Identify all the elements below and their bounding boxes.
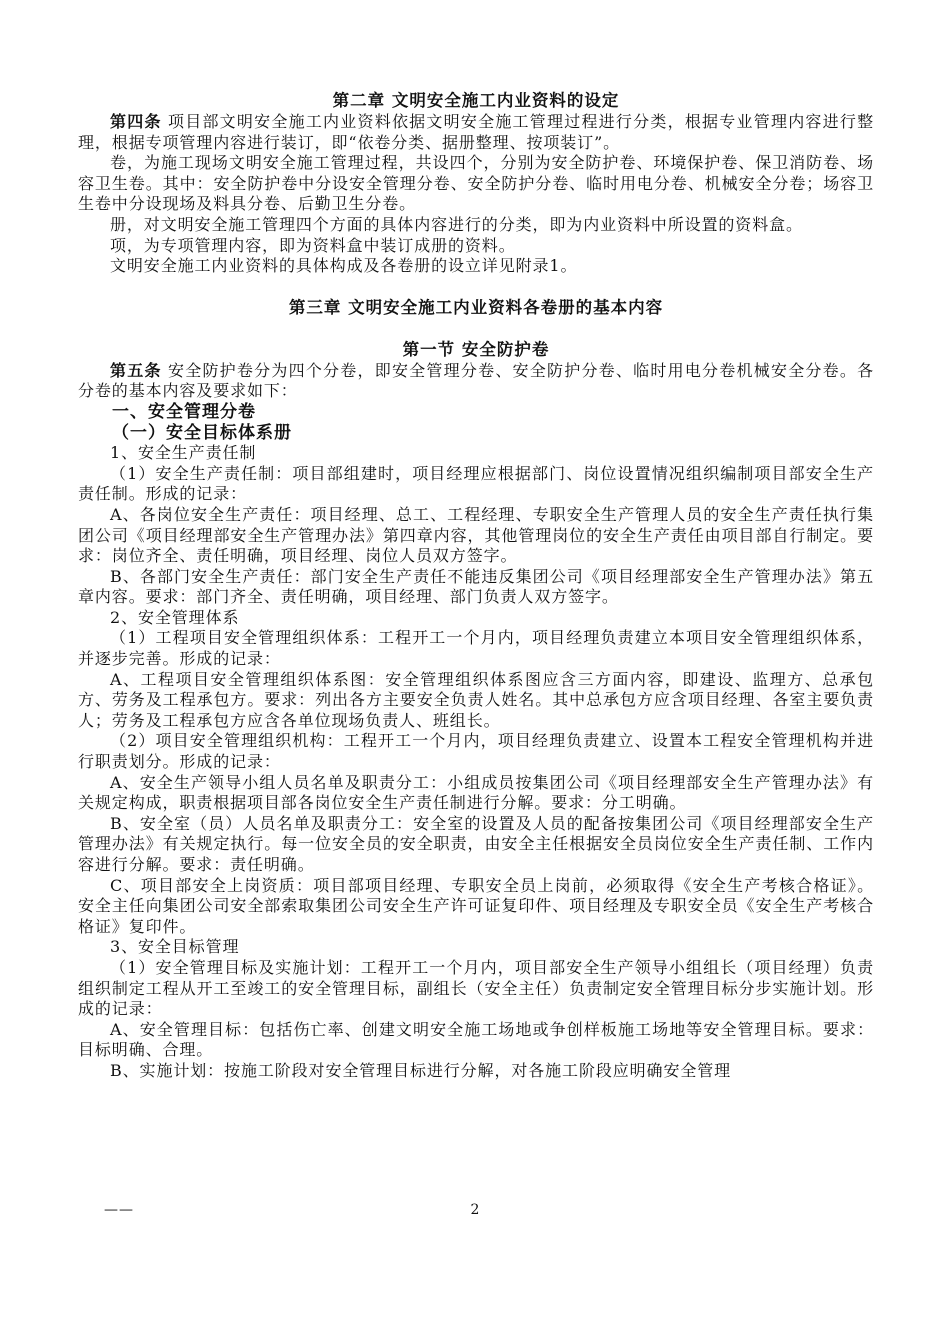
- subheading-safety-management: 一、安全管理分卷: [112, 401, 256, 422]
- article-5: [78, 361, 874, 402]
- body-paragraph: A、工程项目安全管理组织体系图：安全管理组织体系图应含三方面内容，即建设、监理方、总承包方、劳务及工程承包方。要求：列出各方主要安全负责人姓名。其中总承包方应含项目经理、各室主要负责人；劳务及工程承包方应含各单位现场负责人、班组长。: [78, 669, 874, 730]
- body-paragraph: （1）安全生产责任制：项目部组建时，项目经理应根据部门、岗位设置情况组织编制项目部安全生产责任制。形成的记录：: [78, 463, 874, 504]
- footer-dash: ——: [104, 1202, 134, 1218]
- page-number: 2: [470, 1202, 480, 1218]
- subheading-safety-target-system: （一）安全目标体系册: [112, 422, 292, 443]
- body-paragraph: 2、安全管理体系: [110, 607, 240, 627]
- body-paragraph: B、安全室（员）人员名单及职责分工：安全室的设置及人员的配备按集团公司《项目经理部安全生产管理办法》有关规定执行。每一位安全员的安全职责，由安全主任根据安全员岗位安全生产责任制、工作内容进行分解。要求：责任明确。: [78, 813, 874, 874]
- body-paragraph: A、各岗位安全生产责任：项目经理、总工、工程经理、专职安全生产管理人员的安全生产责任执行集团公司《项目经理部安全生产管理办法》第四章内容，其他管理岗位的安全生产责任由项目部自行制定。要求：岗位齐全、责任明确，项目经理、岗位人员双方签字。: [78, 504, 874, 566]
- body-paragraph: C、项目部安全上岗资质：项目部项目经理、专职安全员上岗前，必须取得《安全生产考核合格证》。安全主任向集团公司安全部索取集团公司安全生产许可证复印件、项目经理及专职安全员《安全生产考核合格证》复印件。: [78, 875, 874, 936]
- body-paragraph: （1）安全管理目标及实施计划：工程开工一个月内，项目部安全生产领导小组组长（项目经理）负责组织制定工程从开工至竣工的安全管理目标，副组长（安全主任）负责制定安全管理目标分步实施计划。形成的记录：: [78, 957, 874, 1019]
- body-paragraph: A、安全管理目标：包括伤亡率、创建文明安全施工场地或争创样板施工场地等安全管理目标。要求：目标明确、合理。: [78, 1019, 874, 1060]
- paragraph-ce: 册，对文明安全施工管理四个方面的具体内容进行的分类，即为内业资料中所设置的资料盒。: [110, 214, 803, 234]
- chapter-3-title: 第三章 文明安全施工内业资料各卷册的基本内容: [288, 297, 664, 317]
- body-paragraph: A、安全生产领导小组人员名单及职责分工：小组成员按集团公司《项目经理部安全生产管理办法》有关规定构成，职责根据项目部各岗位安全生产责任制进行分解。要求：分工明确。: [78, 772, 874, 813]
- paragraph-juan: 卷，为施工现场文明安全施工管理过程，共设四个，分别为安全防护卷、环境保护卷、保卫消防卷、场容卫生卷。其中：安全防护卷中分设安全管理分卷、安全防护分卷、临时用电分卷、机械安全分卷；场容卫生卷中分设现场及料具分卷、后勤卫生分卷。: [78, 153, 874, 214]
- paragraph-xiang: 项，为专项管理内容，即为资料盒中装订成册的资料。: [110, 235, 516, 255]
- article-4-label: 第四条: [110, 112, 162, 131]
- body-paragraph: B、实施计划：按施工阶段对安全管理目标进行分解，对各施工阶段应明确安全管理: [110, 1060, 732, 1080]
- article-4: [78, 112, 874, 153]
- article-5-text: 安全防护卷分为四个分卷，即安全管理分卷、安全防护分卷、临时用电分卷机械安全分卷。各分卷的基本内容及要求如下：: [78, 360, 874, 401]
- section-1-title: 第一节 安全防护卷: [402, 339, 550, 359]
- body-paragraph: （2）项目安全管理组织机构：工程开工一个月内，项目经理负责建立、设置本工程安全管理机构并进行职责划分。形成的记录：: [78, 731, 874, 772]
- paragraph-appendix: 文明安全施工内业资料的具体构成及各卷册的设立详见附录1。: [110, 256, 578, 276]
- document-page: [78, 90, 874, 1082]
- chapter-2-title: 第二章 文明安全施工内业资料的设定: [332, 91, 620, 110]
- body-paragraph: 3、安全目标管理: [110, 937, 240, 957]
- body-paragraph: B、各部门安全生产责任：部门安全生产责任不能违反集团公司《项目经理部安全生产管理办法》第五章内容。要求：部门齐全、责任明确，项目经理、部门负责人双方签字。: [78, 566, 874, 607]
- article-5-label: 第五条: [110, 360, 162, 380]
- article-4-text: 项目部文明安全施工内业资料依据文明安全施工管理过程进行分类，根据专业管理内容进行整理，根据专项管理内容进行装订，即“依卷分类、据册整理、按项装订”。: [78, 112, 874, 152]
- body-paragraph: （1）工程项目安全管理组织体系：工程开工一个月内，项目经理负责建立本项目安全管理组织体系，并逐步完善。形成的记录：: [78, 628, 874, 669]
- body-paragraph: 1、安全生产责任制: [110, 443, 257, 463]
